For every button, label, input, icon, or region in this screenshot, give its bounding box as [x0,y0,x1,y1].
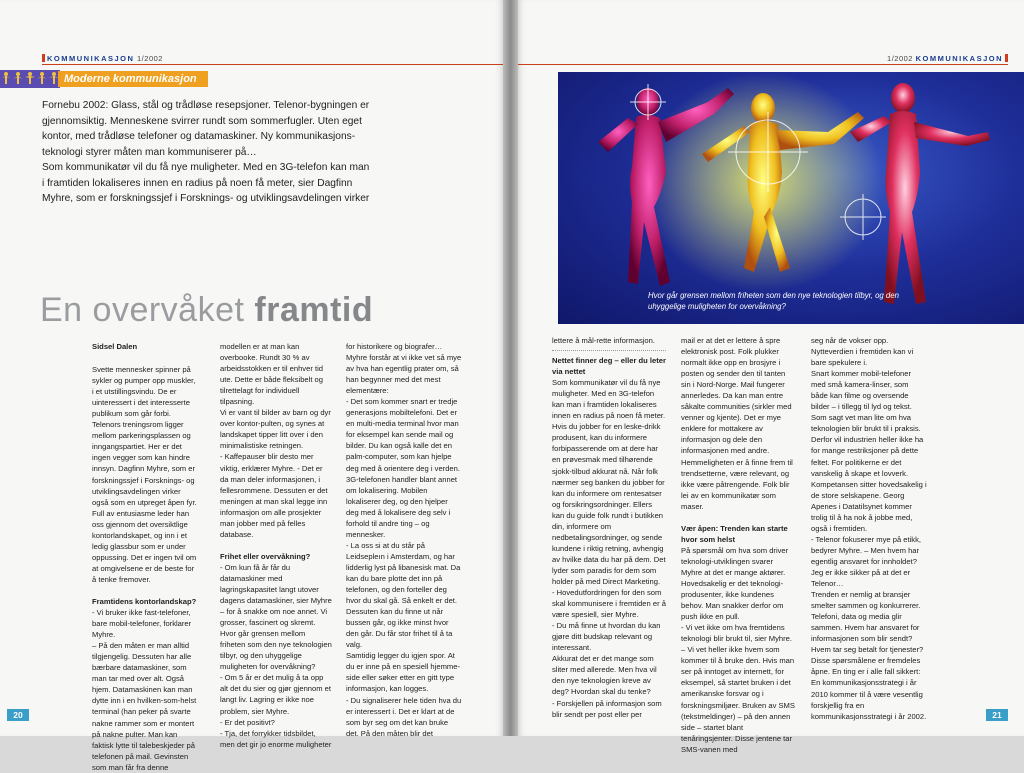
left-page [0,0,503,772]
paragraph: Som kommunikatør vil du få nye muligheter. Med en 3G-telefon kan man i framtiden lokaliseres innen en radius på noen få meter. Hvis du jobber for en leske-drikk produsent, kan du informere forbipasserende om at dere har en prøvesmak med tilhørende sjokk-tilbud akkurat nå. Når folk nærmer seg banken du jobber for kan du informere om rentesatser og forsikringsordninger. Ellers kan du guide folk rundt i butikken din, informere om nedbetalingsordninger, og sende kundene i riktig retning, avhengig av hvilke data du har på dem. Det lyder som paradis for dem som holder på med Direct Marketing. [552,378,666,586]
spine-gutter [503,0,518,736]
section-label: KOMMUNIKASJON [47,54,135,63]
header-marker [42,54,45,62]
subheading: Frihet eller overvåkning? [220,551,311,561]
text-column-5 [681,335,795,755]
paragraph: - Tja, det forrykker tidsbildet, men det gir jo enorme muligheter [220,728,332,749]
paragraph: Vi er vant til bilder av barn og dyr over kontor-pulten, og synes at landskapet tipper litt over i den minimalistiske retningen. [220,408,331,451]
section-label: KOMMUNIKASJON [915,54,1003,63]
paragraph: - Du signaliserer hele tiden hva du er interessert i. Det er klart at de som byr seg om det kan bruke det. På den måten blir det [346,695,462,738]
paragraph: På spørsmål om hva som driver teknologi-utviklingen svarer Myhre at det er mange aktører. Hovedsakelig er det teknologi-produsenter, ikke kundenes behov. Man snakker derfor om push ikke en pull. [681,545,789,622]
paragraph: lettere å mål-rette informasjon. [552,336,655,345]
paragraph: mail er at det er lettere å spre elektronisk post. Folk plukker normalt ikke opp en brosjyre i posten og sender den til tanten sin i Nord-Norge. Mail fungerer annerledes. Da kan man entre såkalte communities (sirkler med venner og kjente). Det er mye enklere for mottakere av informasjon og dele den informasjonen med andre. Hemmeligheten er å finne frem til trendsetterne, være relevant, og ikke være påtrengende. Folk blir lei av en kommunikatør som maser. [681,336,793,511]
paragraph: 3G-telefonen handler blant annet om lokalisering. Mobilen lokaliserer deg, og den hjelper deg med å lokalisere deg selv i forhold til andre ting – og mennesker. [346,474,458,539]
subheading: Nettet finner deg – eller du leter via nettet [552,356,666,377]
paragraph: - La oss si at du står på Leidsepleın i Amsterdam, og har lidderlig lyst på libanesisk mat. Da kan du bare plotte det inn på telefonen, og den forteller deg hvor du skal gå. Så enkelt er det. Dessuten kan du finne ut når bussen går, og ikke minst hvor den går. Du får stor frihet til å ta valg. [346,540,461,650]
text-column-1 [92,341,198,773]
paragraph: - Telenor fokuserer mye på etikk, bedyrer Myhre. – Men hvem har egentlig ansvaret for innholdet? Jeg er ikke sikker på at det er Telenor… [811,534,922,589]
paragraph: - Er det positivt? [220,717,275,727]
header-rule [42,64,503,65]
paragraph: - Det som kommer snart er tredje generasjons mobiltelefoni. Det er en multi-media terminal hvor man for eksempel kan sende mail og bilder. Du kan også kalle det en palm-computer, som kan hjelpe deg med å orientere deg i verden. [346,397,460,473]
title-bold: framtid [254,291,374,329]
paragraph: – Vi vet heller ikke hvem som kommer til å bruke den. Hvis man ser på inntoget av internett, for eksempel, så startet bruken i det amerikanske forsvar og i forskningsmiljøer. Bruken av SMS (tekstmeldinger) – på den annen side – startet blant tenåringsjenter. Disse jentene tar SMS-vanen med [681,645,795,754]
header-marker [1005,54,1008,62]
article-title [40,291,373,330]
paragraph: Akkurat det er det mange som sliter med allerede. Men hva vil den nye teknologien kreve av deg? Hvordan skal du tenke? [552,654,657,697]
paragraph: Svette mennesker spinner på sykler og pumper opp muskler, i et utstillingsvindu. De er uinteressert i det interesserte publikum som går forbi. Telenors treningsrom ligger mellom parkeringsplassen og inngangspartiet. Her er det ingen vegger som kan hindre innsyn. Dagfinn Myhre, som er forskningssjef i Forsknings- og utviklingsavdelingen virker også som en utpreget åpen fyr. Full av entusiasme leder han oss gjennom det oversiktlige kontorlandskapet, og inn i et ledig glassbur som er under oppussing. Det er ingen tvil om at omgivelsene er de beste for å tenke fremover. [92,365,197,584]
byline: Sidsel Dalen [92,342,138,351]
text-column-4 [552,335,666,720]
paragraph: modellen er at man kan overbooke. Rundt 30 % av arbeidsstokken er til enhver tid ute. Dette er både fleksibelt og tilrettelagt for individuell tilpasning. [220,342,324,407]
ingress-paragraph: Fornebu 2002: Glass, stål og trådløse resepsjoner. Telenor-bygningen er gjennomsiktig. Menneskene svirrer rundt som sommerfugler. Uten eget kontor, med trådløse telefoner og datamaskiner. Ny kommunikasjons-teknologi styrer måten man kommuniserer på… [42,100,370,158]
paragraph: - Kaffepauser blir desto mer viktig, erklærer Myhre. - Det er da man deler informasjonen, i fellesrommene. Dessuten er det meningen at man skal legge inn informasjon om alle prosjekter man jobber med på felles database. [220,452,328,539]
paragraph: Samtidig legger du igjen spor. At du er inne på en spesiell hjemme-side eller søker etter en gitt type informasjon, kan logges. [346,651,460,694]
paragraph: – På den måten er man alltid tilgjengelig. Dessuten har alle bærbare datamaskiner, som man tar med over alt. Også hjem. Datamaskinen kan man dytte inn i en hvilken-som-helst terminal (han peker på svarte nakne rammer som er montert på nakne pulter. Man kan faktisk lytte til talebeskjeder på telefonen på mail. Gevinsten som man får fra denne [92,641,197,772]
paragraph: for historikere og biografer… Myhre forstår at vi ikke vet så mye av hva han egentlig prater om, så han begynner med det mest elementære: [346,342,462,396]
photo-figures-illustration [558,72,1024,324]
paragraph: - Om kun få år får du datamaskiner med lagringskapasitet langt utover dagens datamaskiner, sier Myhre – for å snakke om noe annet. Vi grosser, fascinert og skremt. Hvor går grensen mellom friheten som den nye teknologien tilbyr, og den uhyggelige muligheten for overvåkning? [220,562,332,672]
paragraph: - Vi bruker ikke fast-telefoner, bare mobil-telefoner, forklarer Myhre. [92,608,192,640]
paragraph: - Du må finne ut hvordan du kan gjøre ditt budskap relevant og interessant. [552,621,661,653]
separator [552,350,666,351]
photo-caption: Hvor går grensen mellom friheten som den nye teknologien tilbyr, og den uhyggelige muligheten for overvåkning? [648,291,899,311]
paragraph: - Forskjellen på informasjon som blir sendt per post eller per [552,698,662,719]
ingress-paragraph: Som kommunikatør vil du få nye muligheter. Med en 3G-telefon kan man i framtiden lokaliseres innen en radius på noen få meter, sier Dagfinn Myhre, som er forskningssjef i Forsknings- og utviklingsavdelingen virker [42,162,370,204]
running-header-right [887,54,1008,63]
paragraph: Snart kommer mobil-telefoner med små kamera-linser, som både kan filme og oversende bilder – i tillegg til lyd og tekst. Som sagt vet man lite om hva teknologien blir brukt til i praksis. Derfor vil industrien heller ikke ha for mange restriksjoner på dette feltet. For politikerne er det vanskelig å skape et lovverk. Kompetansen sitter hovedsakelig i de store selskapene. Georg Apenes i Datatilsynet kommer trolig til å ha nok å jobbe med, også i fremtiden. [811,369,927,533]
butterfly-figures-icon [0,70,60,88]
paragraph: seg når de vokser opp. Nytteverdien i fremtiden kan vi bare spekulere i. [811,336,914,368]
article-photo [558,72,1024,324]
paragraph: - Hovedutfordringen for den som skal kommunisere i fremtiden er å være spesiell, sier Myhre. [552,588,666,620]
category-banner [0,70,210,88]
subheading: Framtidens kontorlandskap? [92,596,197,606]
paragraph: Trenden er nemlig at bransjer smelter sammen og konkurrerer. Telefoni, data og media glir sammen. Hvem har ansvaret for informasjonen som blir sendt? Hvem tar seg betalt for tjenester? Disse spørsmålene er fremdeles åpne. En ting er i alle fall sikkert: En kommunikasjonsstrategi i år 2010 kommer til å være vesentlig forskjellig fra en kommunikasjonsstrategi i år 2002. [811,590,927,721]
running-header-left [42,54,163,63]
article-ingress [42,98,372,207]
subheading: Vær åpen: Trenden kan starte hvor som helst [681,523,788,544]
page-number-left: 20 [7,709,29,721]
page-number-right: 21 [986,709,1008,721]
category-label: Moderne kommunikasjon [58,71,208,87]
text-column-3 [346,341,462,739]
issue-label: 1/2002 [137,54,163,63]
title-light: En overvåket [40,291,245,329]
right-page [518,0,1024,754]
paragraph: - Om 5 år er det mulig å ta opp alt det du sier og gjør gjennom et langt liv. Lagring er ikke noe problem, sier Myhre. [220,673,332,716]
header-rule [518,64,1008,65]
issue-label: 1/2002 [887,54,913,63]
paragraph: - Vi vet ikke om hva fremtidens teknologi blir brukt til, sier Myhre. [681,623,792,644]
text-column-6 [811,335,927,722]
text-column-2 [220,341,332,750]
